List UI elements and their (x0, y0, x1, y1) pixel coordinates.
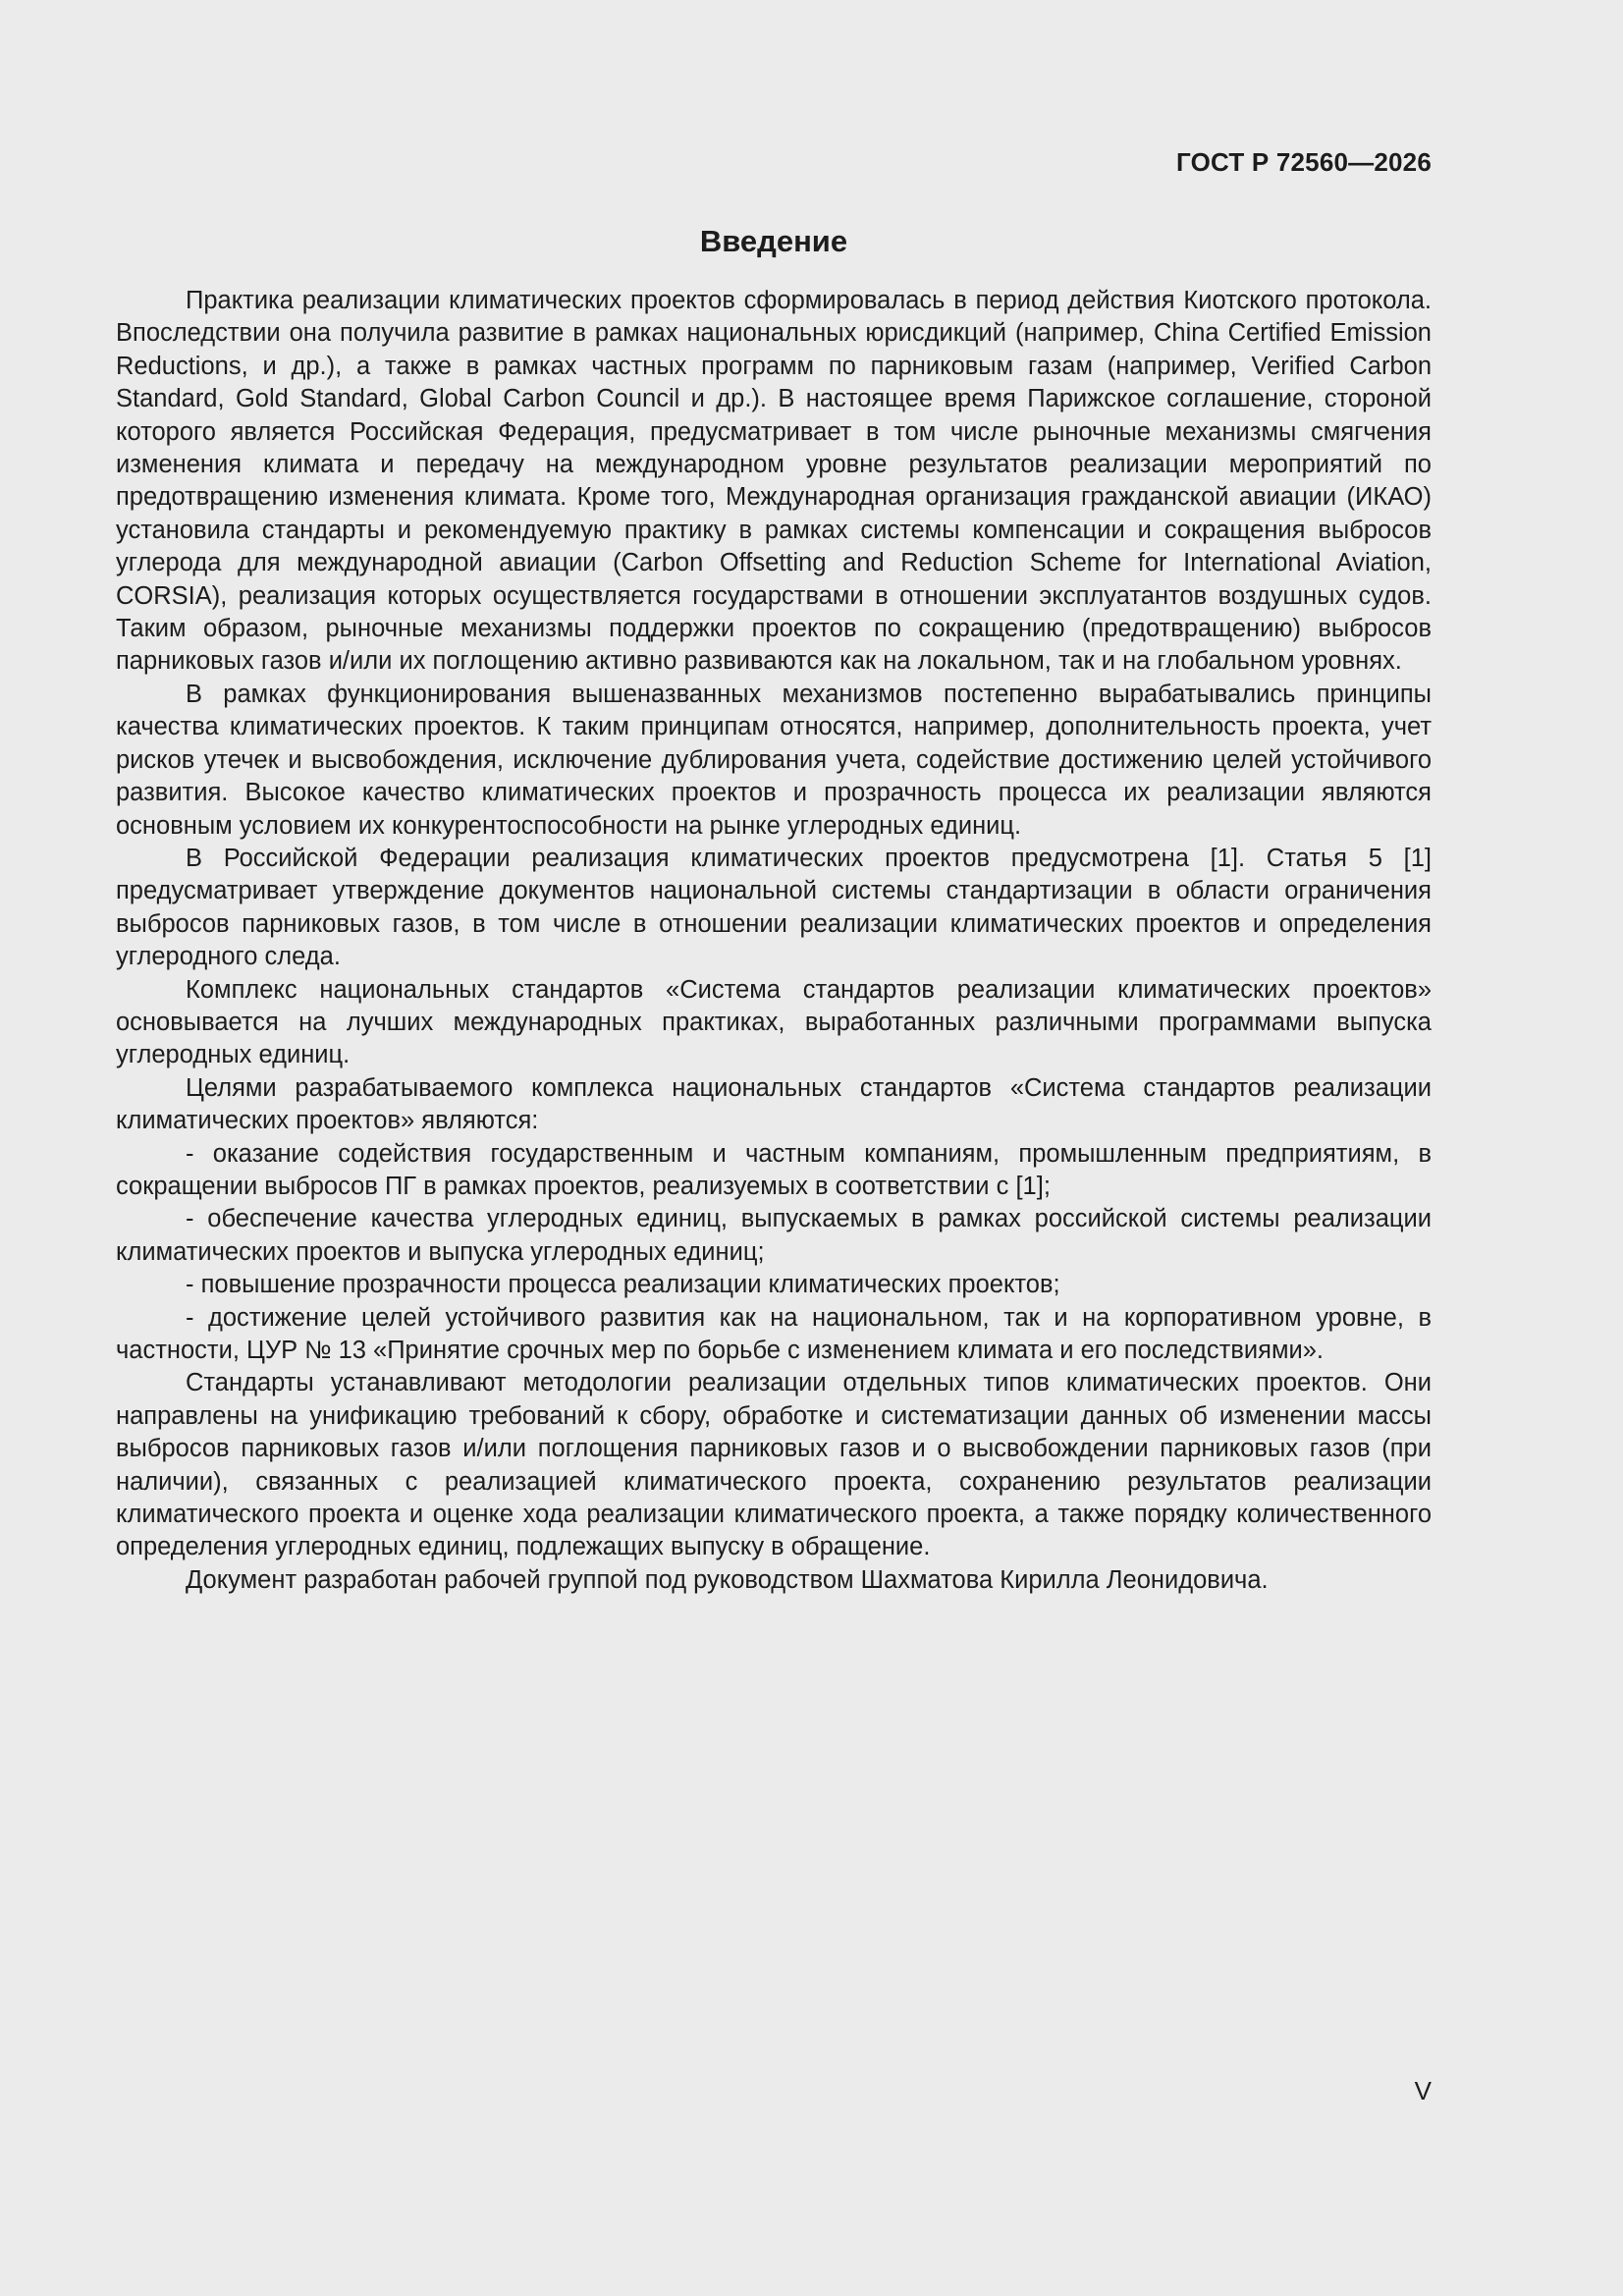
section-title: Введение (699, 224, 848, 258)
document-page (116, 0, 1432, 2296)
list-item: - обеспечение качества углеродных единиц, выпускаемых в рамках российской системы реализации климатических проектов и выпуска углеродных единиц; (116, 1205, 1432, 1266)
paragraph-methodologies: Стандарты устанавливают методологии реализации отдельных типов климатических проектов. Они направлены на унификацию требований к сбору, обработке и систематизации данных об изменении массы выбросов парниковых газов и/или поглощения парниковых газов и о высвобождении парниковых газов (при наличии), связанных с реализацией климатического проекта, сохранению результатов реализации климатического проекта и оценке хода реализации климатического проекта, а также порядку количественного определения углеродных единиц, подлежащих выпуску в обращение. (116, 1369, 1432, 1561)
paragraph-russian-federation: В Российской Федерации реализация климатических проектов предусмотрена [1]. Статья 5 [1] предусматривает утверждение документов национальной системы стандартизации в области ограничения выбросов парниковых газов, в том числе в отношении реализации климатических проектов и определения углеродного следа. (116, 844, 1432, 971)
paragraph-standards-complex: Комплекс национальных стандартов «Система стандартов реализации климатических проектов» основывается на лучших международных практиках, выработанных различными программами выпуска углеродных единиц. (116, 975, 1432, 1069)
page-number: V (1414, 2076, 1432, 2105)
paragraph-history: Практика реализации климатических проектов сформировалась в период действия Киотского протокола. Впоследствии она получила развитие в рамках национальных юрисдикций (например, China Certified Emission Reductions, и др.), а также в рамках частных программ по парниковым газам (например, Verified Carbon Standard, Gold Standard, Global Carbon Council и др.). В настоящее время Парижское соглашение, стороной которого является Российская Федерация, предусматривает в том числе рыночные механизмы смягчения изменения климата и передачу на международном уровне результатов реализации мероприятий по предотвращению изменения климата. Кроме того, Международная организация гражданской авиации (ИКАО) установила стандарты и рекомендуемую практику в рамках системы компенсации и сокращения выбросов углерода для международной авиации (Carbon Offsetting and Reduction Scheme for International Aviation, CORSIA), реализация которых осуществляется государствами в отношении эксплуатантов воздушных судов. Таким образом, рыночные механизмы поддержки проектов по сокращению (предотвращению) выбросов парниковых газов и/или их поглощению активно развиваются как на локальном, так и на глобальном уровнях. (116, 287, 1432, 676)
paragraph-quality-principles: В рамках функционирования вышеназванных механизмов постепенно вырабатывались принципы качества климатических проектов. К таким принципам относятся, например, дополнительность проекта, учет рисков утечек и высвобождения, исключение дублирования учета, содействие достижению целей устойчивого развития. Высокое качество климатических проектов и прозрачность процесса их реализации являются основным условием их конкурентоспособности на рынке углеродных единиц. (116, 680, 1432, 840)
list-item: - повышение прозрачности процесса реализации климатических проектов; (186, 1271, 1060, 1299)
document-code: ГОСТ Р 72560—2026 (1176, 147, 1432, 177)
introduction-body (116, 285, 1432, 1597)
list-item: - достижение целей устойчивого развития как на национальном, так и на корпоративном уровне, в частности, ЦУР № 13 «Принятие срочных мер по борьбе с изменением климата и его последствиями». (116, 1303, 1432, 1364)
paragraph-goals-intro: Целями разрабатываемого комплекса национальных стандартов «Система стандартов реализации климатических проектов» являются: (116, 1073, 1432, 1135)
list-item: - оказание содействия государственным и частным компаниям, промышленным предприятиям, в сокращении выбросов ПГ в рамках проектов, реализуемых в соответствии с [1]; (116, 1139, 1432, 1200)
paragraph-authors: Документ разработан рабочей группой под руководством Шахматова Кирилла Леонидовича. (186, 1565, 1269, 1594)
